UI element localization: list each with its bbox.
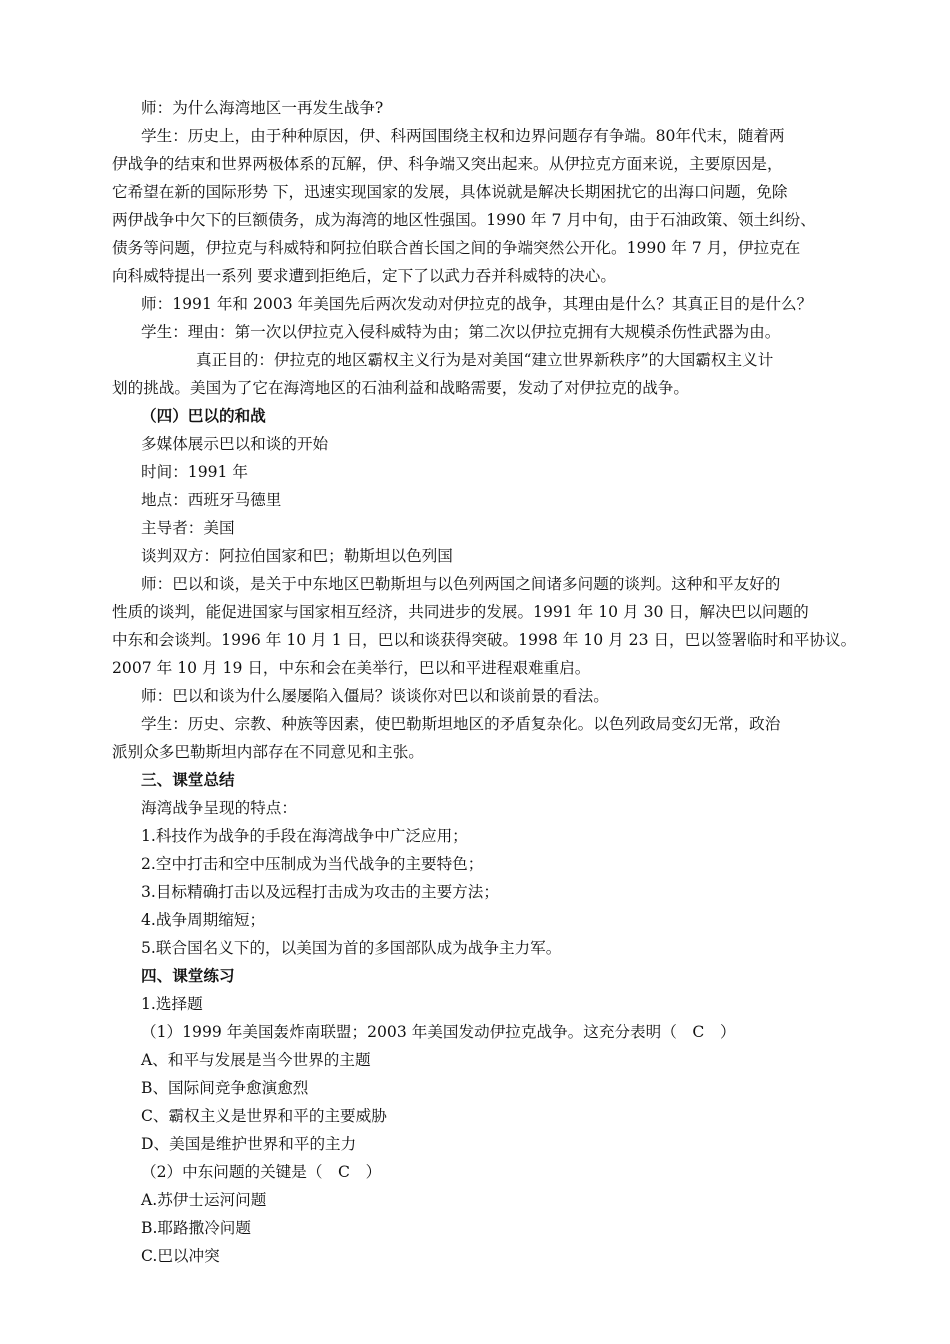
list-item: 4.战争周期缩短； xyxy=(141,911,266,929)
paragraph-line: 多媒体展示巴以和谈的开始 xyxy=(141,435,329,453)
list-item: 2.空中打击和空中压制成为当代战争的主要特色； xyxy=(141,855,484,873)
paragraph-line: 债务等问题，伊拉克与科威特和阿拉伯联合酋长国之间的争端突然公开化。1990 年 7 月，伊拉克在 xyxy=(112,239,801,257)
section-heading: （四）巴以的和战 xyxy=(141,407,266,425)
list-item: 3.目标精确打击以及远程打击成为攻击的主要方法； xyxy=(141,883,499,901)
paragraph-line: 性质的谈判，能促进国家与国家相互经济，共同进步的发展。1991 年 10 月 30 日，解决巴以问题的 xyxy=(112,603,809,621)
dialogue-line: 师：巴以和谈，是关于中东地区巴勒斯坦与以色列两国之间诸多问题的谈判。这种和平友好的 xyxy=(141,575,781,593)
info-line: 地点：西班牙马德里 xyxy=(141,491,282,509)
list-item: 1.科技作为战争的手段在海湾战争中广泛应用； xyxy=(141,827,468,845)
question-text: （2）中东问题的关键是（ C ） xyxy=(141,1163,382,1181)
paragraph-line: 两伊战争中欠下的巨额债务，成为海湾的地区性强国。1990 年 7 月中旬，由于石油政策、领土纠纷、 xyxy=(112,211,816,229)
answer-option: A、和平与发展是当今世界的主题 xyxy=(141,1051,371,1069)
list-item: 5.联合国名义下的，以美国为首的多国部队成为战争主力军。 xyxy=(141,939,562,957)
paragraph-line: 中东和会谈判。1996 年 10 月 1 日，巴以和谈获得突破。1998 年 10 月 23 日，巴以签署临时和平协议。 xyxy=(112,631,857,649)
paragraph-line: 派别众多巴勒斯坦内部存在不同意见和主张。 xyxy=(112,743,424,761)
info-line: 主导者：美国 xyxy=(141,519,235,537)
paragraph-line: 它希望在新的国际形势 下，迅速实现国家的发展，具体说就是解决长期困扰它的出海口问题，免除 xyxy=(112,183,788,201)
dialogue-line: 学生：历史、宗教、种族等因素，使巴勒斯坦地区的矛盾复杂化。以色列政局变幻无常，政治 xyxy=(141,715,781,733)
section-heading: 三、课堂总结 xyxy=(141,771,235,789)
question-text: （1）1999 年美国轰炸南联盟；2003 年美国发动伊拉克战争。这充分表明（ C ） xyxy=(141,1023,736,1041)
dialogue-line: 学生：历史上，由于种种原因，伊、科两国围绕主权和边界问题存有争端。80年代末，随着两 xyxy=(141,127,785,145)
dialogue-line: 学生：理由：第一次以伊拉克入侵科威特为由；第二次以伊拉克拥有大规模杀伤性武器为由。 xyxy=(141,323,781,341)
dialogue-line: 师：为什么海湾地区一再发生战争? xyxy=(141,99,384,117)
dialogue-line: 师：巴以和谈为什么屡屡陷入僵局？谈谈你对巴以和谈前景的看法。 xyxy=(141,687,609,705)
answer-option: B.耶路撒冷问题 xyxy=(141,1219,251,1237)
answer-option: A.苏伊士运河问题 xyxy=(141,1191,267,1209)
paragraph-line: 划的挑战。美国为了它在海湾地区的石油利益和战略需要，发动了对伊拉克的战争。 xyxy=(112,379,689,397)
dialogue-line: 师：1991 年和 2003 年美国先后两次发动对伊拉克的战争，其理由是什么？其真正目的是什么？ xyxy=(141,295,813,313)
answer-option: C.巴以冲突 xyxy=(141,1247,220,1265)
answer-option: C、霸权主义是世界和平的主要威胁 xyxy=(141,1107,387,1125)
paragraph-line: 海湾战争呈现的特点： xyxy=(141,799,297,817)
question-heading: 1.选择题 xyxy=(141,995,203,1013)
answer-option: D、美国是维护世界和平的主力 xyxy=(141,1135,357,1153)
paragraph-line: 向科威特提出一系列 要求遭到拒绝后，定下了以武力吞并科威特的决心。 xyxy=(112,267,616,285)
paragraph-line: 真正目的：伊拉克的地区霸权主义行为是对美国“建立世界新秩序”的大国霸权主义计 xyxy=(196,351,774,369)
info-line: 谈判双方：阿拉伯国家和巴；勒斯坦以色列国 xyxy=(141,547,453,565)
paragraph-line: 伊战争的结束和世界两极体系的瓦解，伊、科争端又突出起来。从伊拉克方面来说，主要原因是， xyxy=(112,155,783,173)
paragraph-line: 2007 年 10 月 19 日，中东和会在美举行，巴以和平进程艰难重启。 xyxy=(112,659,591,677)
section-heading: 四、课堂练习 xyxy=(141,967,235,985)
answer-option: B、国际间竞争愈演愈烈 xyxy=(141,1079,309,1097)
info-line: 时间：1991 年 xyxy=(141,463,249,481)
